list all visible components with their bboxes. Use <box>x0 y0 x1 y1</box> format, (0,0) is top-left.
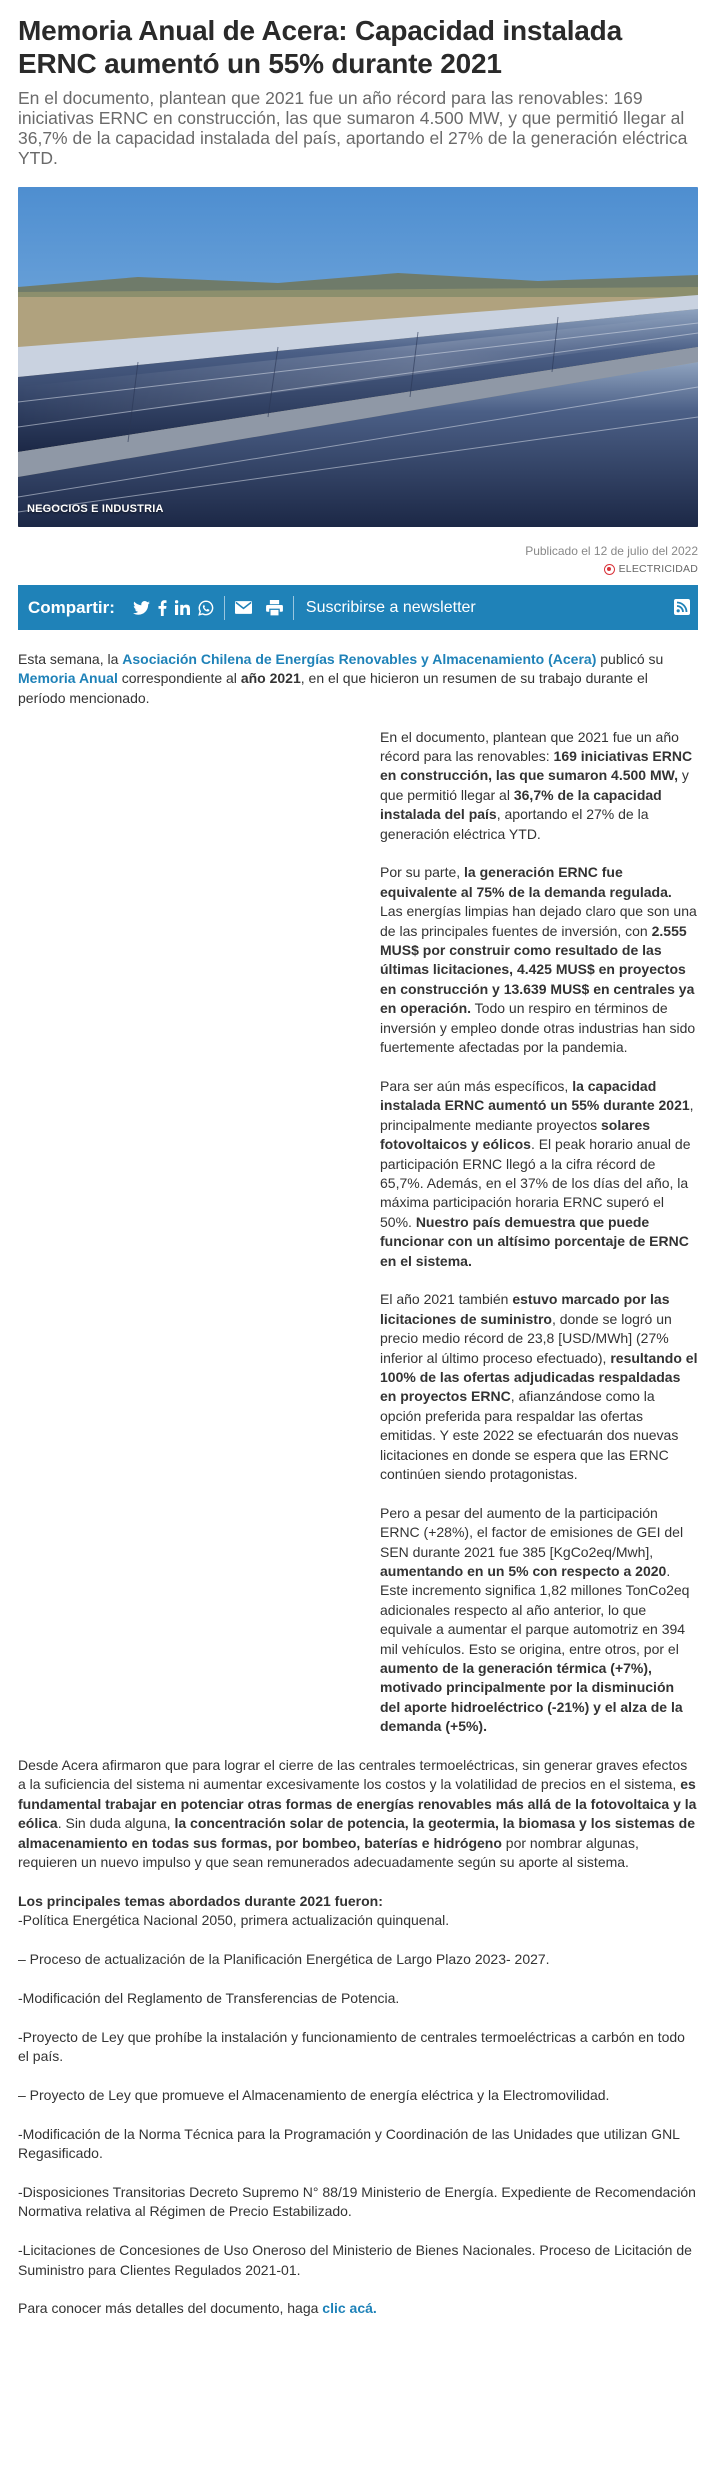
print-icon[interactable] <box>266 600 283 616</box>
topic-item: -Licitaciones de Concesiones de Uso Oneroso del Ministerio de Bienes Nacionales. Proceso de Licitación de Suministro para Clientes Regulados 2021-01. <box>18 2242 692 2278</box>
newsletter-link[interactable]: Suscribirse a newsletter <box>305 598 476 616</box>
paragraph-generation: Por su parte, la generación ERNC fue equivalente al 75% de la demanda regulada. Las energías limpias han dejado claro que son una de las principales fuentes de inversión, con 2.555 MUS$ por construir como resultado de las últimas licitaciones, 4.425 MUS$ en proyectos en construcción y 13.639 MUS$ en centrales ya en operación. Todo un respiro en términos de inversión y empleo donde otras industrias han sido fuertemente afectadas por la pandemia. <box>380 864 697 1056</box>
hero-category-label[interactable]: NEGOCIOS E INDUSTRIA <box>27 503 164 515</box>
share-icons <box>133 600 214 616</box>
topic-item: -Disposiciones Transitorias Decreto Supremo N° 88/19 Ministerio de Energía. Expediente de Recomendación Normativa relativa al Régimen de Precio Estabilizado. <box>18 2183 696 2220</box>
topics-heading: Los principales temas abordados durante 2021 fueron: <box>18 1892 383 1909</box>
blank-float-area <box>18 728 380 1738</box>
topic-item: -Política Energética Nacional 2050, primera actualización quinquenal. <box>18 1912 450 1929</box>
paragraph-emissions: Pero a pesar del aumento de la participación ERNC (+28%), el factor de emisiones de GEI del SEN durante 2021 fue 385 [KgCo2eq/Mwh], aumentando en un 5% con respecto a 2020. Este incremento significa 1,82 millones TonCo2eq adicionales respecto al año anterior, lo que equivale a aumentar el parque automotriz en 394 mil vehículos. Esto se origina, entre otros, por el aumento de la generación térmica (+7%), motivado principalmente por la disminución del aporte hidroeléctrico (-21%) y el alza de la demanda (+5%). <box>380 1504 690 1735</box>
category-label: ELECTRICIDAD <box>618 563 698 575</box>
share-divider <box>224 596 225 620</box>
topic-item: -Modificación del Reglamento de Transferencias de Potencia. <box>18 1989 400 2006</box>
article-body <box>18 650 698 2319</box>
hero-image <box>18 187 698 527</box>
category-tag[interactable] <box>604 561 698 577</box>
article-meta <box>18 543 698 577</box>
share-label: Compartir: <box>28 597 115 617</box>
paragraph-closure: Desde Acera afirmaron que para lograr el cierre de las centrales termoeléctricas, sin generar graves efectos a la suficiencia del sistema ni aumentar excesivamente los costos y la volatilidad de precios en el sistema, es fundamental trabajar en potenciar otras formas de energías renovables más allá de la fotovoltaica y la eólica. Sin duda alguna, la concentración solar de potencia, la geotermia, la biomasa y los sistemas de almacenamiento en todas sus formas, por bombeo, baterías e hidrógeno por nombrar algunas, requieren un nuevo impulso y que sean remunerados adecuadamente según su aporte al sistema. <box>18 1757 697 1871</box>
share-bar <box>18 585 698 630</box>
share-divider <box>293 596 294 620</box>
email-icon[interactable] <box>235 601 252 614</box>
paragraph-capacity: Para ser aún más específicos, la capacidad instalada ERNC aumentó un 55% durante 2021, principalmente mediante proyectos solares fotovoltaicos y eólicos. El peak horario anual de participación ERNC llegó a la cifra récord de 65,7%. Además, en el 37% de los días del año, la máxima participación horaria ERNC superó el 50%. Nuestro país demuestra que puede funcionar con un altísimo porcentaje de ERNC en el sistema. <box>380 1077 694 1269</box>
twitter-icon[interactable] <box>133 601 150 615</box>
topic-item: – Proyecto de Ley que promueve el Almacenamiento de energía eléctrica y la Electromovilidad. <box>18 2086 610 2103</box>
article-title: Memoria Anual de Acera: Capacidad instalada ERNC aumentó un 55% durante 2021 <box>18 15 622 79</box>
category-dot-icon <box>604 564 615 575</box>
article <box>18 0 698 2338</box>
topics-list <box>18 1892 698 2280</box>
publish-date: Publicado el 12 de julio del 2022 <box>525 544 698 558</box>
more-details-link[interactable]: clic acá. <box>322 2300 377 2317</box>
paragraph-auctions: El año 2021 también estuvo marcado por las licitaciones de suministro, donde se logró un precio medio récord de 23,8 [USD/MWh] (27% inferior al último proceso efectuado), resultando el 100% de las ofertas adjudicadas respaldadas en proyectos ERNC, afianzándose como la opción preferida para respaldar las ofertas emitidas. Y este 2022 se efectuarán dos nuevas licitaciones en donde se espera que las ERNC continúen siendo protagonistas. <box>380 1291 698 1482</box>
whatsapp-icon[interactable] <box>198 600 214 616</box>
memoria-anual-link[interactable]: Memoria Anual <box>18 670 118 687</box>
paragraph-closing: Para conocer más detalles del documento, haga clic acá. <box>18 2300 377 2317</box>
rss-icon[interactable] <box>674 599 690 615</box>
share-tools <box>235 600 283 616</box>
paragraph-intro: Esta semana, la Asociación Chilena de Energías Renovables y Almacenamiento (Acera) publicó su Memoria Anual correspondiente al año 2021, en el que hicieron un resumen de su trabajo durante el período mencionado. <box>18 651 664 706</box>
linkedin-icon[interactable] <box>175 600 190 615</box>
article-lead: En el documento, plantean que 2021 fue un año récord para las renovables: 169 iniciativas ERNC en construcción, las que sumaron 4.500 MW, y que permitió llegar al 36,7% de la capacidad instalada del país, aportando el 27% de la generación eléctrica YTD. <box>18 88 688 168</box>
topic-item: -Proyecto de Ley que prohíbe la instalación y funcionamiento de centrales termoeléctricas a carbón en todo el país. <box>18 2028 685 2065</box>
topic-item: -Modificación de la Norma Técnica para la Programación y Coordinación de las Unidades que utilizan GNL Regasificado. <box>18 2125 680 2162</box>
topic-item: – Proceso de actualización de la Planificación Energética de Largo Plazo 2023- 2027. <box>18 1951 550 1968</box>
solar-field-photo <box>18 187 698 527</box>
acera-link[interactable]: Asociación Chilena de Energías Renovables y Almacenamiento (Acera) <box>122 651 597 667</box>
facebook-icon[interactable] <box>158 600 167 616</box>
paragraph-record-year: En el documento, plantean que 2021 fue un año récord para las renovables: 169 iniciativas ERNC en construcción, las que sumaron 4.500 MW, y que permitió llegar al 36,7% de la capacidad instalada del país, aportando el 27% de la generación eléctrica YTD. <box>380 728 693 842</box>
